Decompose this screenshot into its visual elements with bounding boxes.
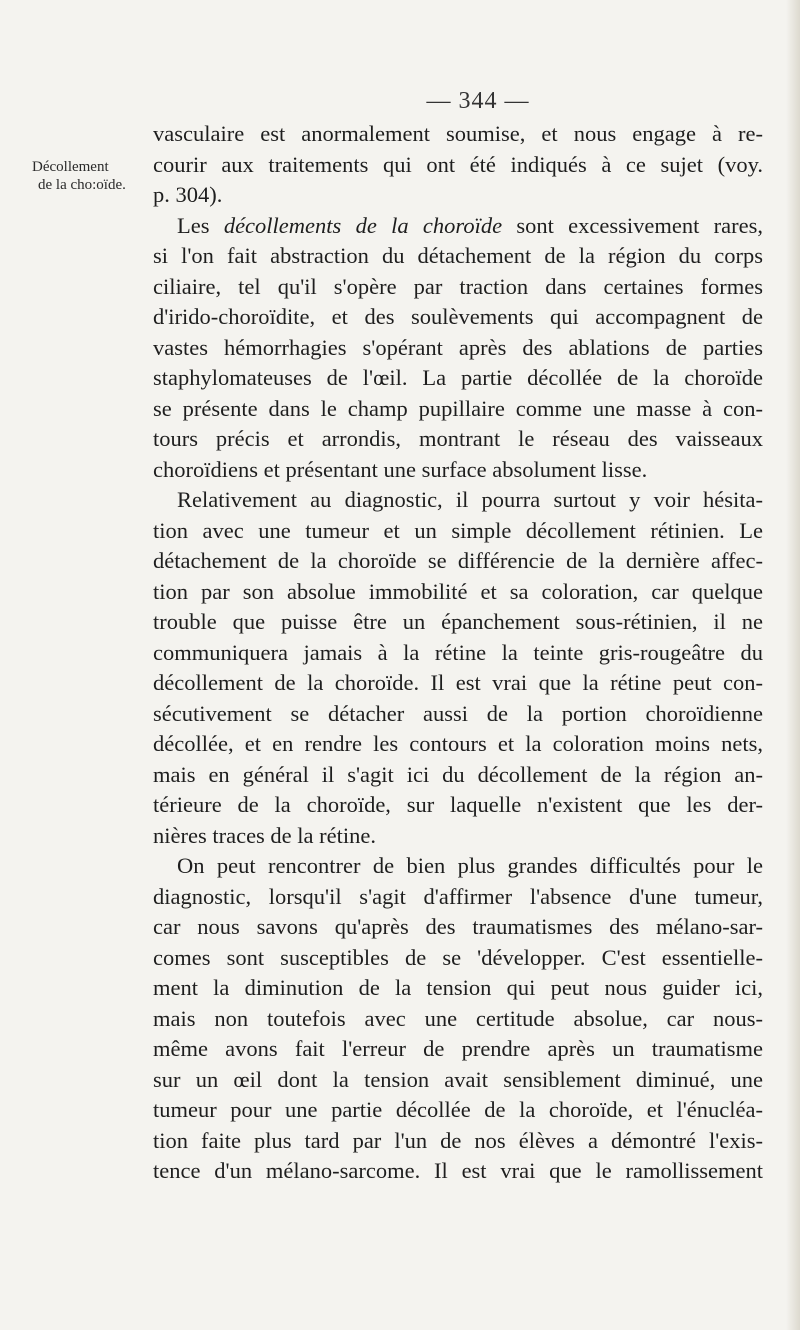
text-line: d'irido-choroïdite, et des soulèvements qui accompagnent de: [153, 304, 763, 329]
text-line: tumeur pour une partie décollée de la choroïde, et l'énucléa-: [153, 1097, 763, 1122]
text-line: si l'on fait abstraction du détachement de la région du corps: [153, 243, 763, 268]
paragraph-continuation: sont excessivement rares,: [516, 212, 764, 238]
text-line: décollement de la choroïde. Il est vrai que la rétine peut con-: [153, 670, 763, 695]
text-line: Relativement au diagnostic, il pourra surtout y voir hésita-: [177, 487, 763, 512]
text-line: mais non toutefois avec une certitude absolue, car nous-: [153, 1005, 763, 1031]
margin-note-line: de la cho:oïde.: [38, 177, 126, 193]
text-line: vasculaire est anormalement soumise, et nous engage à re-: [153, 121, 763, 146]
text-line: choroïdiens et présentant une surface absolument lisse.: [153, 456, 648, 482]
page-edge-shadow: [786, 0, 800, 1330]
text-line: tion par son absolue immobilité et sa coloration, car quelque: [153, 578, 763, 604]
text-line: ment la diminution de la tension qui peut nous guider ici,: [153, 975, 763, 1000]
text-line: p. 304).: [153, 182, 223, 207]
text-line: nières traces de la rétine.: [153, 822, 377, 848]
text-line: comes sont susceptibles de se 'développer. C'est essentielle-: [153, 944, 763, 970]
emphasized-term: décollements de la choroïde: [223, 212, 503, 238]
text-line: sur un œil dont la tension avait sensiblement diminué, une: [153, 1066, 763, 1092]
text-line: tence d'un mélano-sarcome. Il est vrai que le ramollissement: [153, 1158, 763, 1183]
text-line: vastes hémorrhagies s'opérant après des ablations de parties: [153, 334, 763, 360]
text-line-with-emphasis: [153, 211, 763, 242]
text-line: tion faite plus tard par l'un de nos élèves a démontré l'exis-: [153, 1127, 763, 1153]
text-line: car nous savons qu'après des traumatismes des mélano-sar-: [153, 914, 763, 939]
text-line: sécutivement se détacher aussi de la portion choroïdienne: [153, 700, 763, 726]
text-line: diagnostic, lorsqu'il s'agit d'affirmer l'absence d'une tumeur,: [153, 883, 763, 909]
body-text: [153, 119, 763, 1187]
margin-note: [20, 158, 140, 194]
text-line: même avons fait l'erreur de prendre après un traumatisme: [153, 1036, 763, 1061]
text-line: térieure de la choroïde, sur laquelle n'existent que les der-: [153, 792, 763, 817]
text-line: tours précis et arrondis, montrant le réseau des vaisseaux: [153, 426, 763, 451]
text-line: se présente dans le champ pupillaire comme une masse à con-: [153, 395, 763, 421]
text-line: ciliaire, tel qu'il s'opère par traction dans certaines formes: [153, 273, 763, 299]
text-line: trouble que puisse être un épanchement sous-rétinien, il ne: [153, 609, 763, 634]
text-line: courir aux traitements qui ont été indiqués à ce sujet (voy.: [153, 151, 763, 177]
text-line: mais en général il s'agit ici du décollement de la région an-: [153, 761, 763, 787]
text-line: décollée, et en rendre les contours et la coloration moins nets,: [153, 731, 763, 756]
text-line: tion avec une tumeur et un simple décollement rétinien. Le: [153, 517, 763, 543]
text-line: On peut rencontrer de bien plus grandes difficultés pour le: [177, 853, 763, 878]
text-line: détachement de la choroïde se différencie de la dernière affec-: [153, 548, 763, 573]
text-line: staphylomateuses de l'œil. La partie décollée de la choroïde: [153, 365, 763, 390]
page-number: — 344 —: [426, 88, 530, 114]
paragraph-start: Les: [177, 212, 210, 238]
text-line: communiquera jamais à la rétine la teinte gris-rougeâtre du: [153, 639, 763, 665]
margin-note-line: Décollement: [32, 159, 109, 175]
